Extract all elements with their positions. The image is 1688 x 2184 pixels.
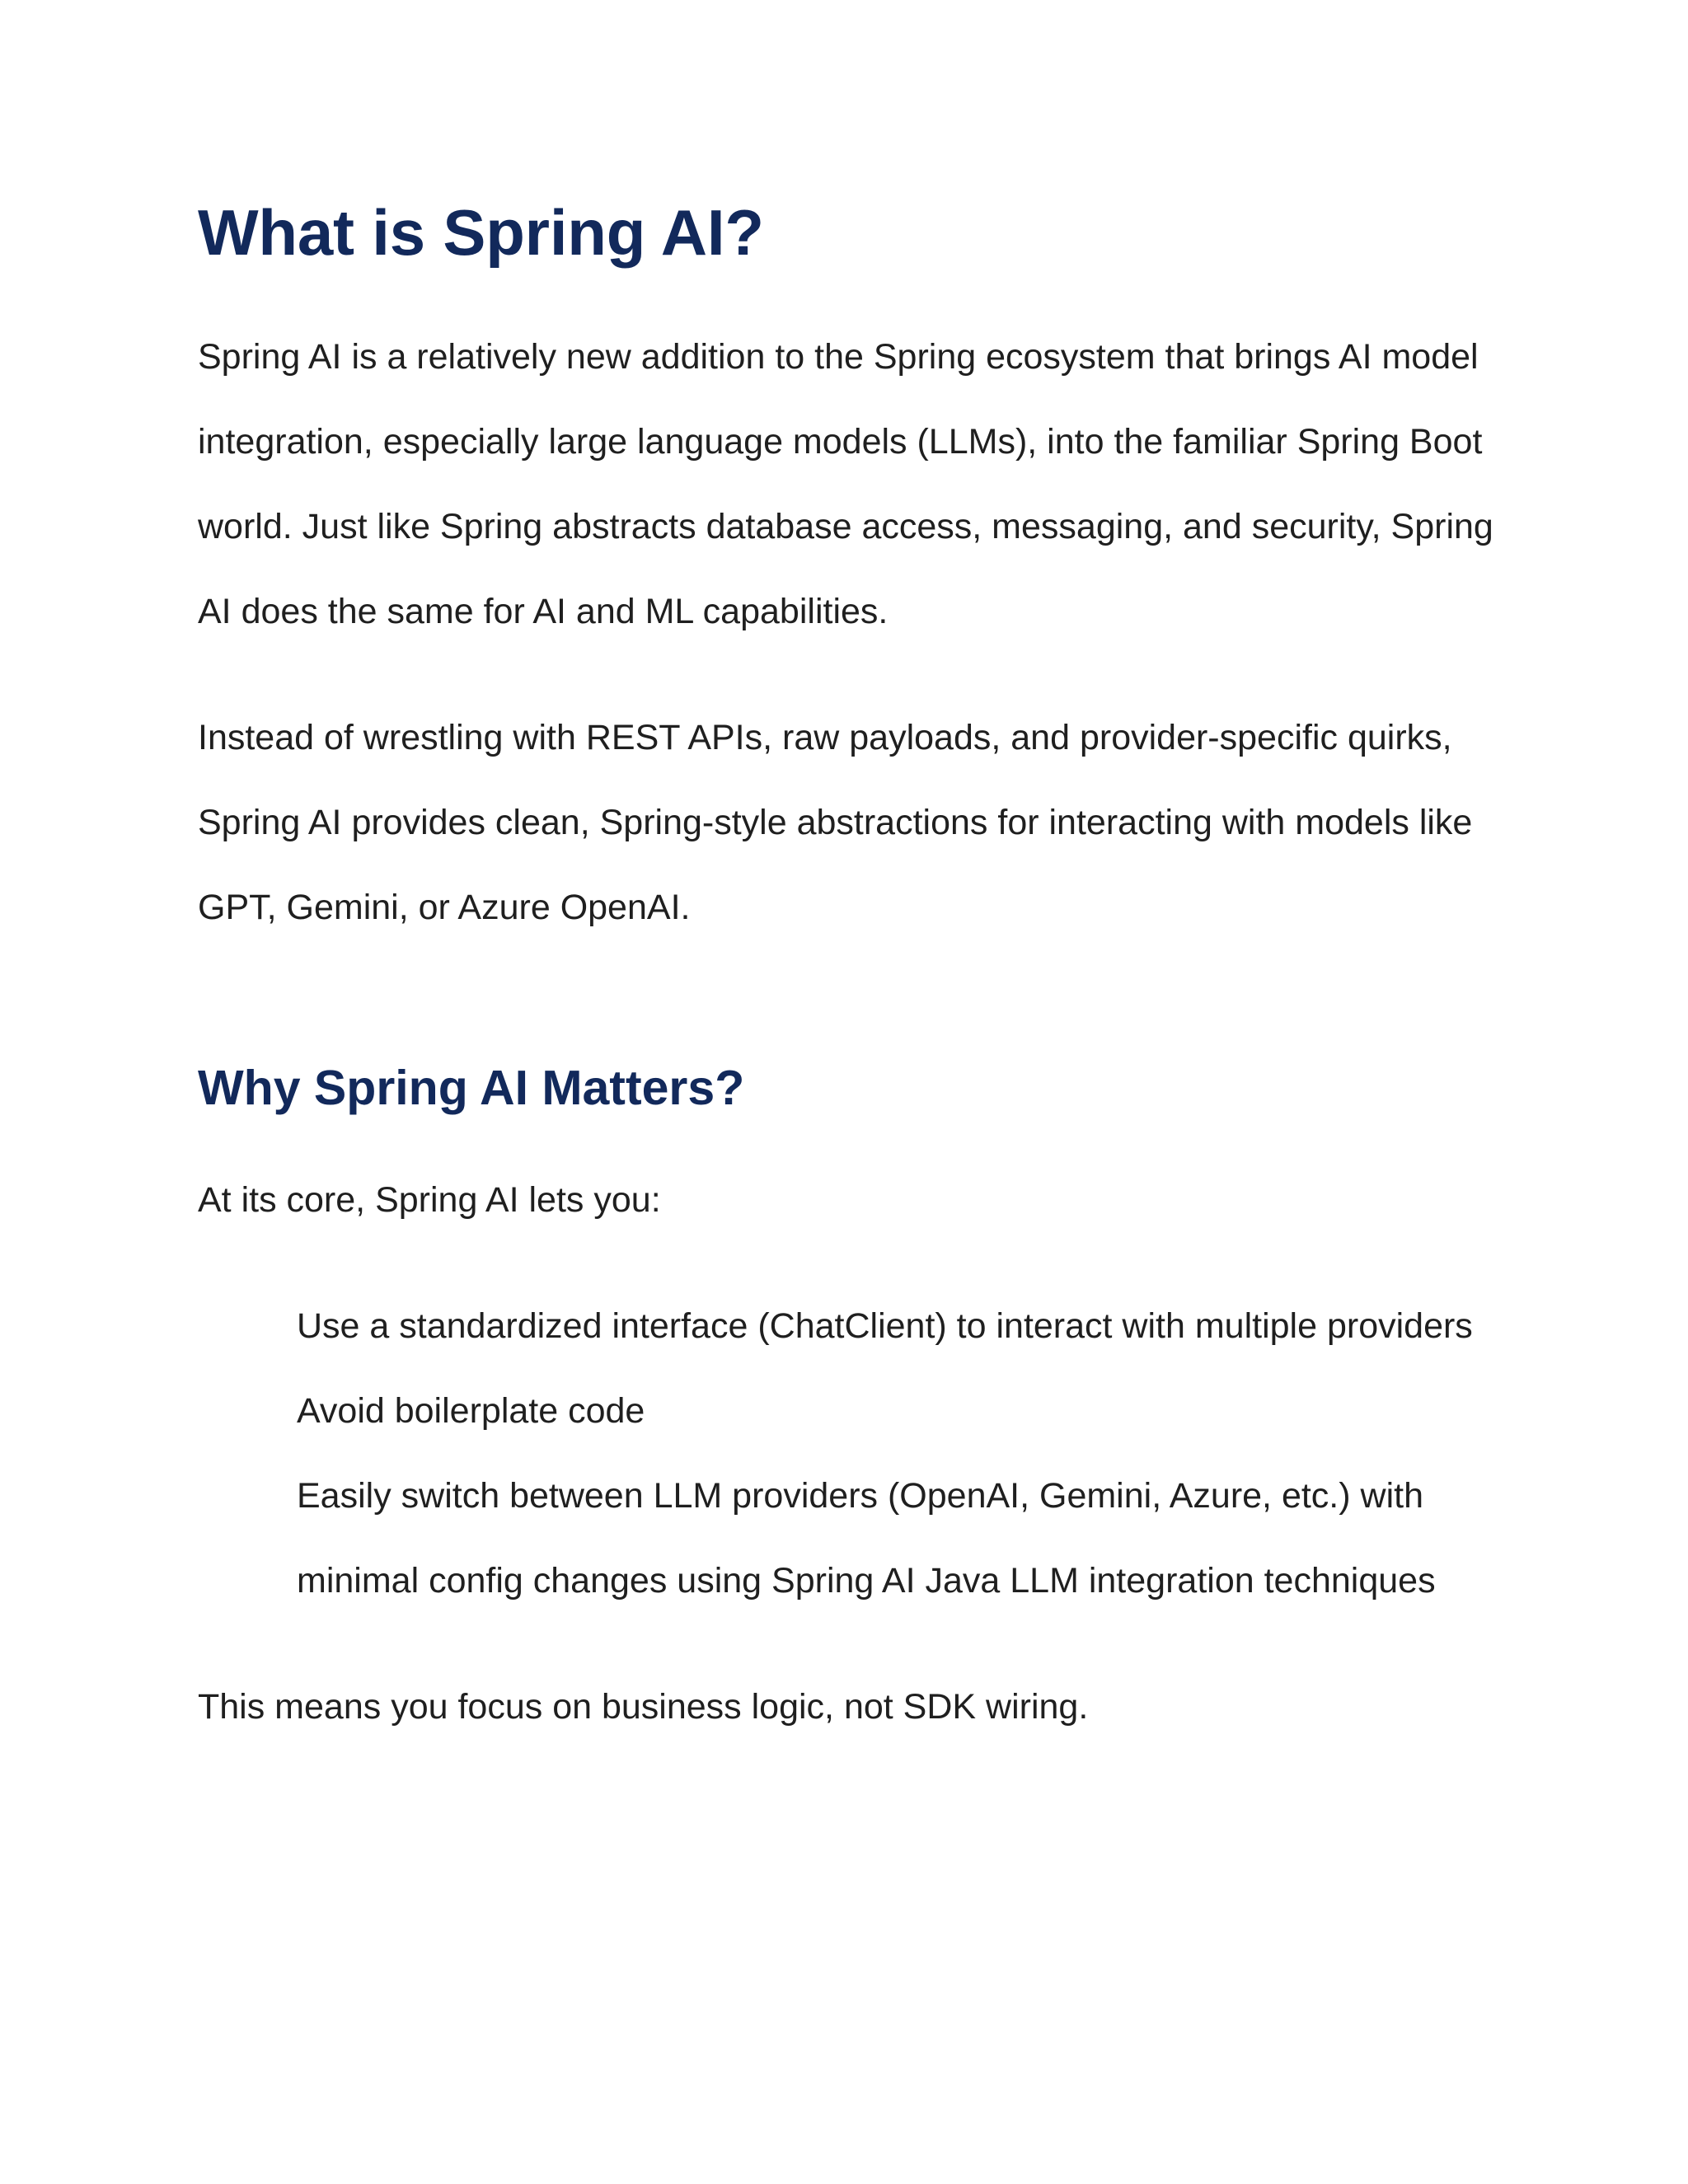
list-item: Avoid boilerplate code <box>297 1391 645 1432</box>
benefits-list <box>198 1284 1517 1624</box>
section-lead: At its core, Spring AI lets you: <box>198 1180 661 1221</box>
intro-paragraph-2: Instead of wrestling with REST APIs, raw payloads, and provider-specific quirks, Spring AI provides clean, Spring-style abstractions for interacting with models like GPT, Gemini, or Azure OpenAI. <box>198 717 1473 927</box>
list-item: Use a standardized interface (ChatClient) to interact with multiple providers <box>297 1306 1473 1347</box>
page-title: What is Spring AI? <box>198 196 764 269</box>
section-heading: Why Spring AI Matters? <box>198 1060 745 1115</box>
list-item: Easily switch between LLM providers (OpenAI, Gemini, Azure, etc.) with minimal config changes using Spring AI Java LLM integration techniques <box>297 1476 1436 1601</box>
article-body <box>198 194 1517 1750</box>
closing-paragraph: This means you focus on business logic, not SDK wiring. <box>198 1687 1089 1727</box>
intro-paragraph-1: Spring AI is a relatively new addition to the Spring ecosystem that brings AI model integration, especially large language models (LLMs), into the familiar Spring Boot world. Just like Spring abstracts database access, messaging, and security, Spring AI does the same for AI and ML capabilities. <box>198 336 1493 631</box>
